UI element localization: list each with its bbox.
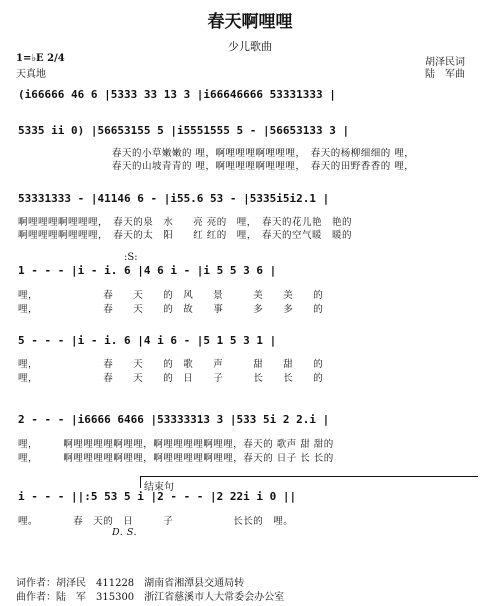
coda-label: 结束句: [144, 482, 174, 493]
lyric-verse-1: 哩， 啊哩哩哩哩啊哩哩，啊哩哩哩哩啊哩哩，春天的 歌声 甜 甜的: [18, 439, 334, 450]
lyric-verse-1: 啊哩哩哩啊哩哩哩， 春天的泉 水 亮 亮的 哩， 春天的花儿艳 艳的: [18, 217, 353, 228]
lyric-verse-2: 哩， 春 天 的 故 事 多 多 的: [18, 304, 324, 315]
key-signature: 1=♭E 2/4: [16, 53, 65, 64]
notation-line: 5335 ii 0) |56653155 5 |i5551555 5 - |56653133 3 |: [18, 124, 350, 137]
lyricist-credit: 胡泽民词: [425, 57, 465, 68]
lyric-verse-1: 哩， 春 天 的 风 景 美 美 的: [18, 290, 324, 301]
lyric-verse-1: 哩， 春 天 的 歌 声 甜 甜 的: [18, 359, 324, 370]
dal-segno-mark: D. S.: [112, 527, 138, 538]
lyric-verse-2: 春天的山坡青青的 哩，啊哩哩哩啊哩哩哩， 春天的田野香香的 哩，: [112, 161, 415, 172]
lyric-verse-2: 哩， 春 天 的 日 子 长 长 的: [18, 373, 324, 384]
lyric-verse-1: 哩。 春 天的 日 子 长长的 哩。: [18, 516, 294, 527]
composer-credit: 陆 军曲: [425, 69, 465, 80]
song-title: 春天啊哩哩: [207, 12, 293, 32]
composer-address: 曲作者：陆 军 315300 浙江省慈溪市人大常委会办公室: [16, 592, 285, 603]
notation-line: (i66666 46 6 |5333 33 13 3 |i66646666 53331333 |: [18, 88, 336, 101]
song-subtitle: 少儿歌曲: [228, 40, 272, 53]
tempo-marking: 天真地: [16, 69, 46, 80]
lyric-verse-1: 春天的小草嫩嫩的 哩，啊哩哩哩啊哩哩哩， 春天的杨柳细细的 哩，: [112, 148, 415, 159]
notation-line: i - - - ||:5 53 5 i |2 - - - |2 22i i 0 ||: [18, 490, 297, 503]
notation-line: 2 - - - |i6666 6466 |53333313 3 |533 5i 2 2.i |: [18, 413, 330, 426]
notation-line: 1 - - - |i - i. 6 |4 6 i - |i 5 5 3 6 |: [18, 264, 277, 277]
segno-mark: :S:: [124, 252, 138, 263]
notation-line: 5 - - - |i - i. 6 |4 i 6 - |5 1 5 3 1 |: [18, 334, 277, 347]
lyric-verse-2: 啊哩哩哩啊哩哩哩， 春天的太 阳 红 红的 哩， 春天的空气暖 暖的: [18, 230, 353, 241]
lyric-verse-2: 哩， 啊哩哩哩哩啊哩哩，啊哩哩哩哩啊哩哩，春天的 日子 长 长的: [18, 453, 334, 464]
coda-bracket: [140, 476, 478, 493]
notation-line: 53331333 - |41146 6 - |i55.6 53 - |5335i5i2.1 |: [18, 192, 330, 205]
lyricist-address: 词作者：胡泽民 411228 湖南省湘潭县交通局转: [16, 578, 245, 589]
